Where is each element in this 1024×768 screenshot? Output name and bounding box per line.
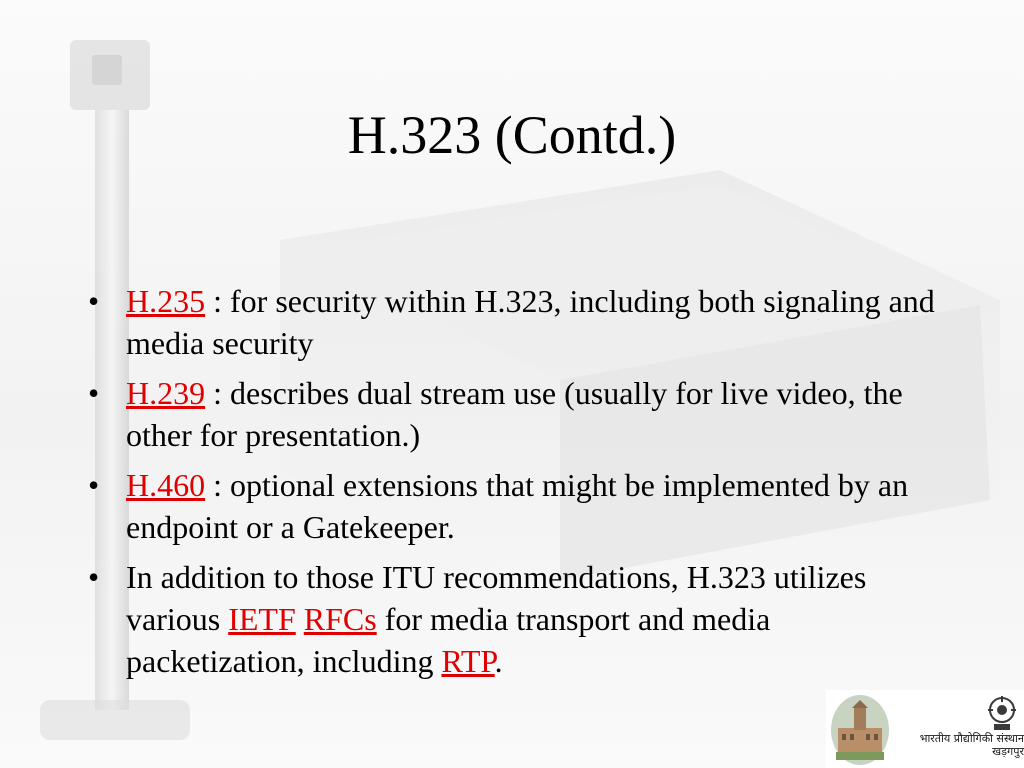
bullet-marker: • <box>88 375 100 411</box>
link-h-460[interactable]: H.460 <box>126 467 206 503</box>
institute-logo <box>826 690 1024 768</box>
institute-name <box>900 732 1024 758</box>
bullet-text: : for security within H.323, including both signaling and media security <box>126 283 935 361</box>
building-photo-icon <box>830 694 890 766</box>
link-ietf[interactable]: IETF <box>228 601 296 637</box>
bullet-marker: • <box>88 467 100 503</box>
bullet-list <box>84 280 944 690</box>
bullet-text: for media transport and media packetization, including <box>126 601 771 679</box>
pole-base-shape <box>40 700 190 740</box>
slide-title: H.323 (Contd.) <box>347 105 677 165</box>
bullet-text: : describes dual stream use (usually for live video, the other for presentation.) <box>126 375 903 453</box>
bullet-marker: • <box>88 559 100 595</box>
bullet-text <box>296 601 304 637</box>
camera-lens-shape <box>92 55 122 85</box>
bullet-item <box>84 464 944 548</box>
link-rfcs[interactable]: RFCs <box>303 601 377 637</box>
bullet-text: In addition to those ITU recommendations, H.323 utilizes various <box>126 559 867 637</box>
institute-name-line1: भारतीय प्रौद्योगिकी संस्थान <box>919 732 1024 745</box>
bullet-marker: • <box>88 283 100 319</box>
institute-emblem-icon <box>984 694 1020 734</box>
bullet-item <box>84 372 944 456</box>
link-h-235[interactable]: H.235 <box>126 283 206 319</box>
bullet-text: : optional extensions that might be implemented by an endpoint or a Gatekeeper. <box>126 467 909 545</box>
bullet-text: . <box>494 643 503 679</box>
link-rtp[interactable]: RTP <box>441 643 495 679</box>
bullet-item <box>84 280 944 364</box>
institute-name-line2: खड़गपुर <box>992 745 1024 758</box>
bullet-item <box>84 556 944 682</box>
link-h-239[interactable]: H.239 <box>126 375 206 411</box>
